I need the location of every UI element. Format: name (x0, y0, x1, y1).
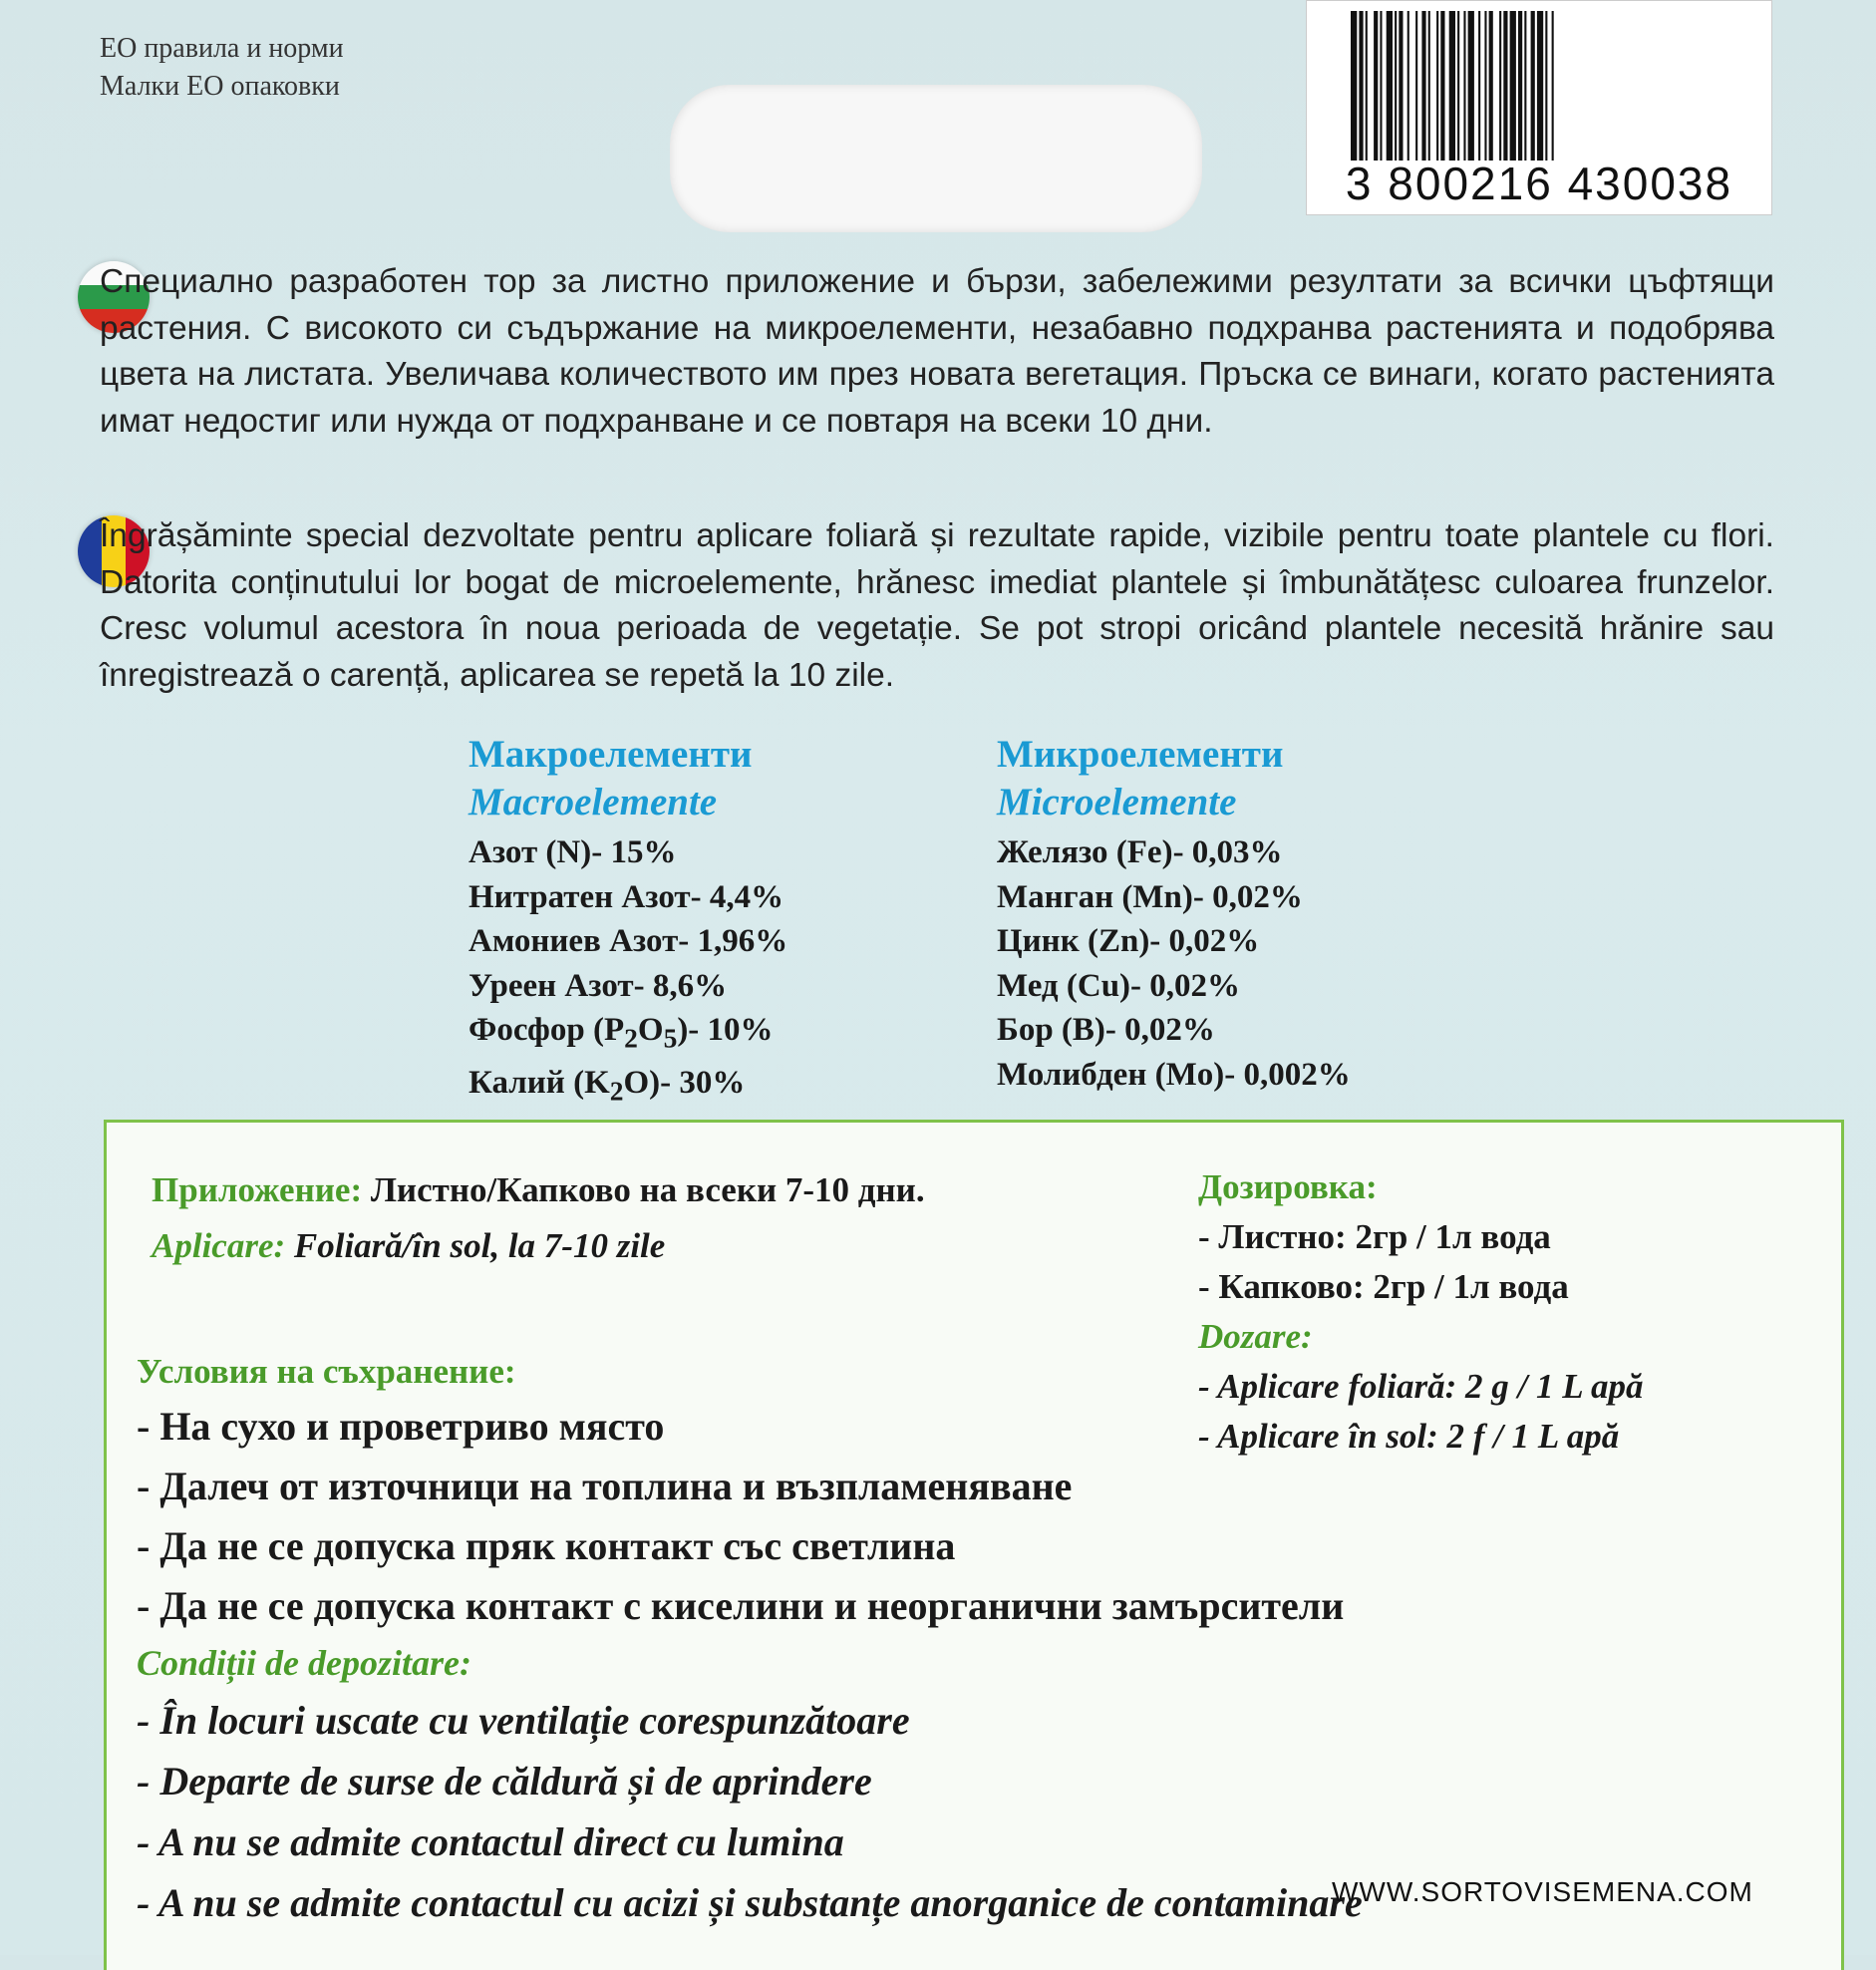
description-ro: Îngrășăminte special dezvoltate pentru aplicare foliară și rezultate rapide, vizibile pentru toate plantele cu flori. Datorita conținutului lor bogat de microelemente, hrănesc imediat plantele și îmbunătățesc culoarea frunzelor. Cresc volumul acestora în noua perioada de vegetație. Se pot stropi oricând plantele necesită hrănire sau înregistrează o carență, aplicarea se repetă la 10 zile. (100, 517, 1774, 694)
storage-title-ro: Condiții de depozitare: (137, 1643, 471, 1683)
macro-item-phosphorus: Фосфор $(P_2O_5)-$ 10% (469, 1012, 774, 1054)
macro-item: Амониев Азот- 1,96% (469, 923, 788, 959)
dosage-title: Дозировка: (1198, 1167, 1378, 1206)
micro-item: Цинк (Zn)- 0,02% (997, 923, 1260, 959)
macro-item: Нитратен Азот- 4,4% (469, 878, 784, 915)
microelements-title: Микроелементи (997, 733, 1284, 776)
storage-item-ro: - Departe de surse de căldură și de aprindere (137, 1759, 872, 1804)
dosage-item-ro: - Aplicare foliară: 2 g / 1 L apă (1198, 1367, 1644, 1406)
application-section (152, 1162, 925, 1274)
macroelements-title: Макроелементи (469, 733, 753, 776)
usage-info-box (104, 1120, 1844, 1970)
micro-item: Манган (Mn)- 0,02% (997, 878, 1303, 915)
application-value-ro: Foliară/în sol, la 7-10 zile (285, 1226, 666, 1265)
barcode-number: 3 800216 430038 (1345, 158, 1733, 209)
application-value: Листно/Капково на всеки 7-10 дни. (362, 1170, 925, 1209)
dosage-item: - Капково: 2гр / 1л вода (1198, 1267, 1569, 1306)
microelements-list (997, 830, 1351, 1097)
dosage-title-ro: Dozare: (1198, 1317, 1313, 1356)
macroelements-section (469, 731, 787, 1114)
eu-rules-line1: ЕО правила и норми (100, 33, 344, 64)
storage-item-ro: - A nu se admite contactul cu acizi și substanțe anorganice de contaminare (137, 1880, 1363, 1925)
hanger-hole (670, 85, 1202, 232)
storage-title: Условия на съхранение: (137, 1352, 516, 1391)
application-ro (152, 1218, 925, 1274)
application-label: Приложение: (152, 1170, 363, 1209)
micro-item: Молибден (Mo)- 0,002% (997, 1056, 1351, 1093)
microelements-section (997, 731, 1351, 1097)
micro-item: Желязо (Fe)- 0,03% (997, 834, 1283, 870)
barcode-bars (1351, 11, 1727, 161)
website-link[interactable]: WWW.SORTOVISEMENA.COM (1332, 1876, 1753, 1907)
micro-item: Мед (Cu)- 0,02% (997, 967, 1241, 1004)
dosage-item: - Листно: 2гр / 1л вода (1198, 1217, 1551, 1256)
application-label-ro: Aplicare: (152, 1226, 286, 1265)
eu-rules-note (100, 30, 344, 106)
macro-item: Азот (N)- 15% (469, 834, 677, 870)
storage-section (137, 1347, 1363, 1933)
storage-item-ro: - A nu se admite contactul direct cu lumina (137, 1819, 844, 1864)
macro-item-potassium: Калий $(K_2O)-$ 30% (469, 1065, 746, 1107)
macroelements-title-ro: Macroelemente (469, 781, 718, 823)
description-bg: Специално разработен тор за листно приложение и бързи, забележими резултати за всички цъфтящи растения. С високото си съдържание на микроелементи, незабавно подхранва растенията и подобрява цвета на листата. Увеличава количеството им през новата вегетация. Пръска се винаги, когато растенията имат недостиг или нужда от подхранване и се повтаря на всеки 10 дни. (100, 263, 1774, 440)
macro-item: Уреен Азот- 8,6% (469, 967, 728, 1004)
storage-item-ro: - În locuri uscate cu ventilație corespunzătoare (137, 1698, 910, 1743)
application-bg (152, 1162, 925, 1218)
storage-item: - На сухо и проветриво място (137, 1404, 665, 1449)
storage-item: - Да не се допуска контакт с киселини и неорганични замърсители (137, 1583, 1345, 1628)
macroelements-list (469, 830, 787, 1114)
dosage-item-ro: - Aplicare în sol: 2 f / 1 L apă (1198, 1417, 1620, 1456)
storage-item: - Далеч от източници на топлина и възпламеняване (137, 1464, 1073, 1508)
microelements-title-ro: Microelemente (997, 781, 1237, 823)
micro-item: Бор (B)- 0,02% (997, 1012, 1215, 1048)
eu-rules-line2: Малки ЕО опаковки (100, 71, 340, 102)
barcode (1306, 0, 1772, 215)
storage-item: - Да не се допуска пряк контакт със светлина (137, 1523, 956, 1568)
